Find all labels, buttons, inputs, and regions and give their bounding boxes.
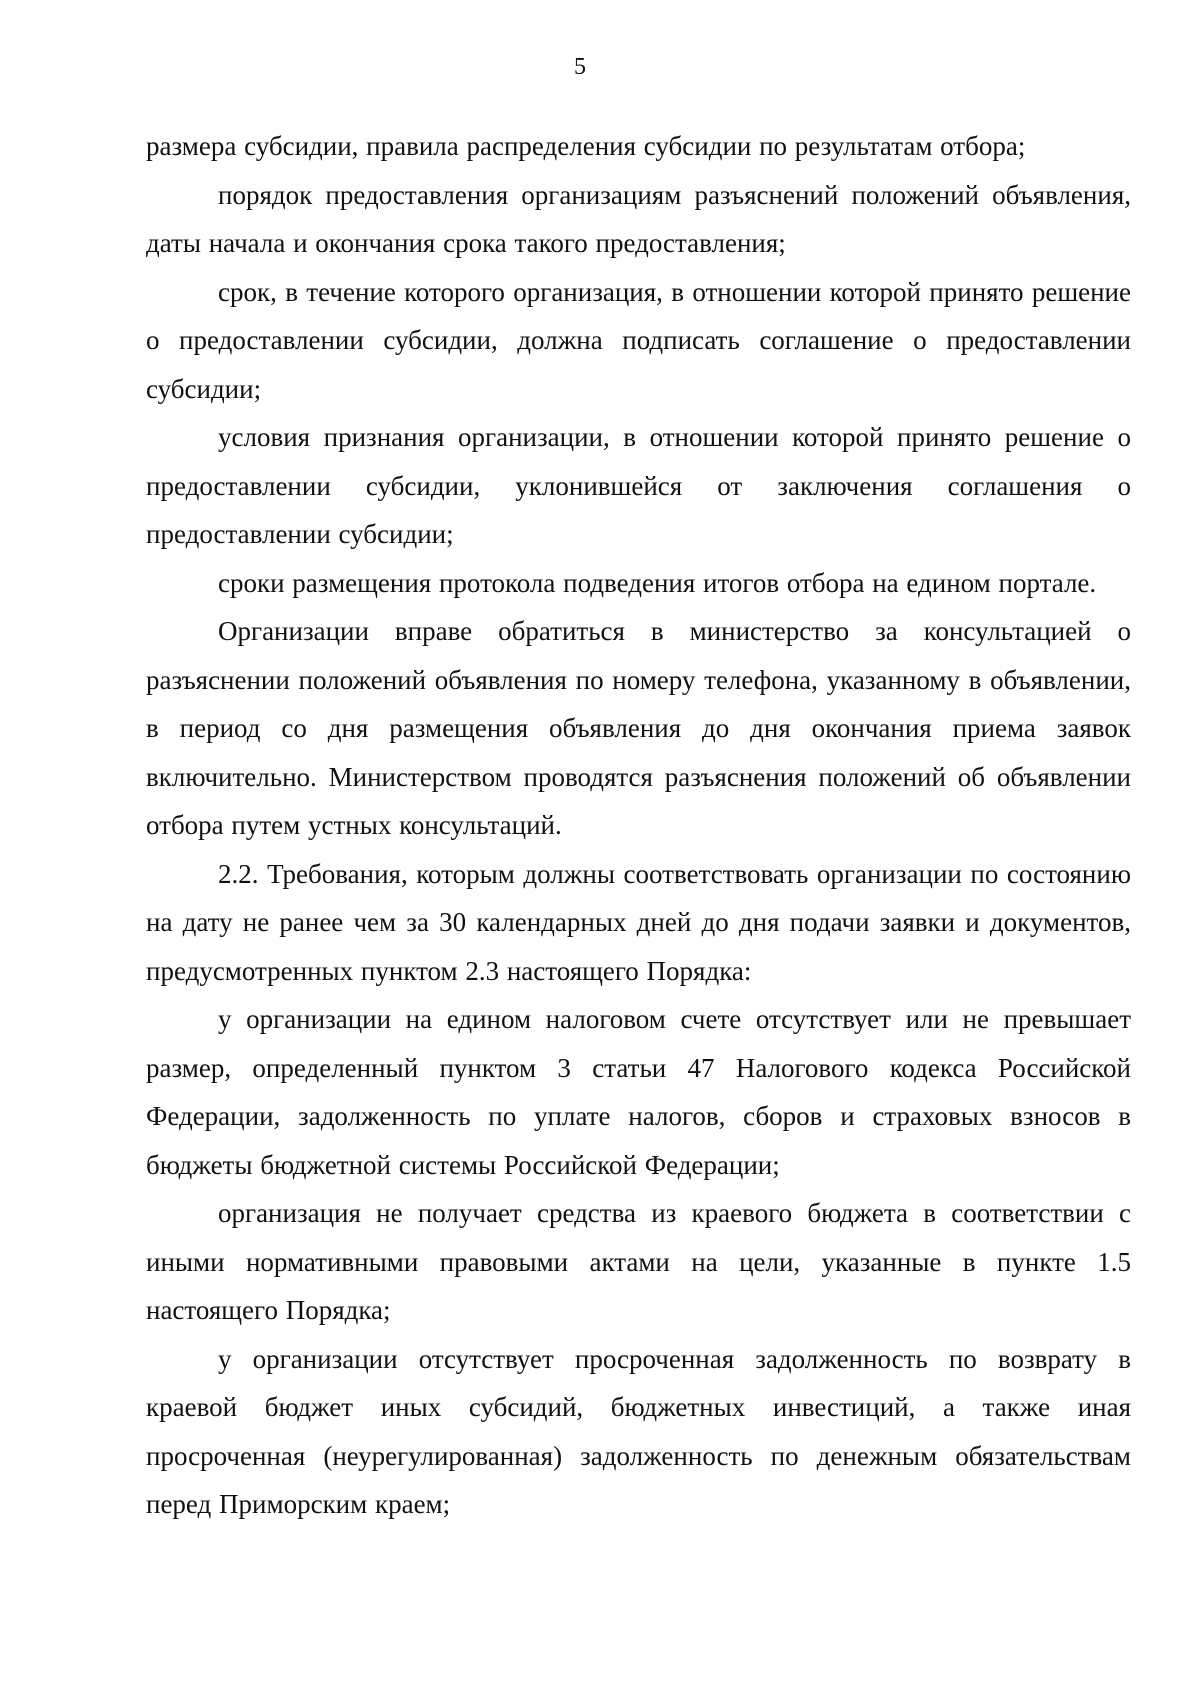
paragraph-agreement-deadline: срок, в течение которого организация, в отношении которой принято решение о предоставлении субсидии, должна подписать соглашение о предоставлении субсидии;: [146, 276, 1131, 404]
paragraph-requirements-2-2: 2.2. Требования, которым должны соответствовать организации по состоянию на дату не ранее чем за 30 календарных дней до дня подачи заявки и документов, предусмотренных пунктом 2.3 настоящего Порядка:: [146, 858, 1131, 986]
paragraph-clarification-order: порядок предоставления организациям разъяснений положений объявления, даты начала и окончания срока такого предоставления;: [146, 179, 1131, 258]
paragraph-overdue-debt: у организации отсутствует просроченная задолженность по возврату в краевой бюджет иных субсидий, бюджетных инвестиций, а также иная просроченная (неурегулированная) задолженность по денежным обязательствам перед Приморским краем;: [146, 1343, 1131, 1519]
page-number: 5: [574, 54, 586, 80]
paragraph-no-other-funds: организация не получает средства из краевого бюджета в соответствии с иными нормативными правовыми актами на цели, указанные в пункте 1.5 настоящего Порядка;: [146, 1198, 1131, 1325]
paragraph-evasion-conditions: условия признания организации, в отношении которой принято решение о предоставлении субсидии, уклонившейся от заключения соглашения о предоставлении субсидии;: [146, 422, 1131, 549]
paragraph-continuation: размера субсидии, правила распределения субсидии по результатам отбора;: [146, 131, 1026, 161]
paragraph-tax-debt: у организации на едином налоговом счете отсутствует или не превышает размер, определенный пунктом 3 статьи 47 Налогового кодекса Российской Федерации, задолженность по уплате налогов, сборов и страховых взносов в бюджеты бюджетной системы Российской Федерации;: [146, 1004, 1131, 1180]
paragraph-protocol-deadlines: сроки размещения протокола подведения итогов отбора на едином портале.: [218, 567, 1097, 598]
paragraph-consultation: Организации вправе обратиться в министерство за консультацией о разъяснении положений объявления по номеру телефона, указанному в объявлении, в период со дня размещения объявления до дня окончания приема заявок включительно. Министерством проводятся разъяснения положений об объявлении отбора путем устных консультаций.: [146, 616, 1131, 840]
document-body: [146, 122, 1131, 1529]
